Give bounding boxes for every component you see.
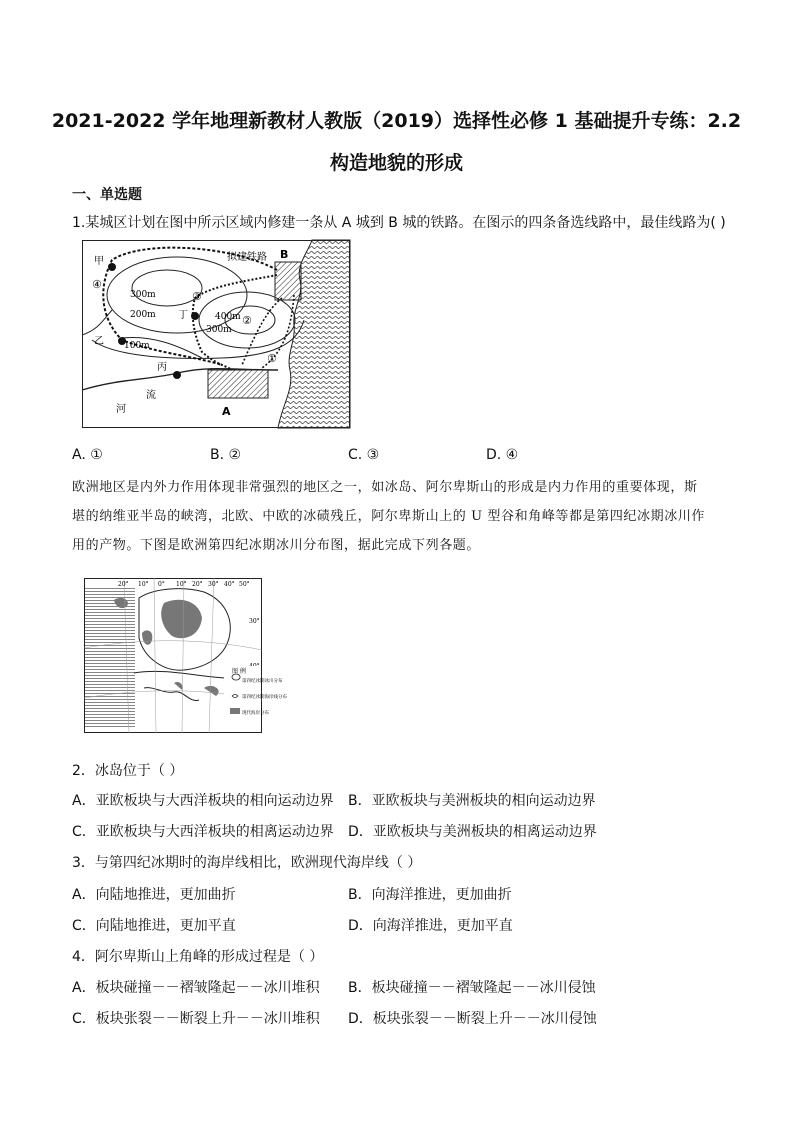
q3-stem: 3．与第四纪冰期时的海岸线相比，欧洲现代海岸线（ ） [72,855,422,871]
legend-title: 图 例 [232,668,246,675]
q4-option-c[interactable]: C．板块张裂－－断裂上升－－冰川堆积 [72,1011,320,1027]
point-bing [173,371,181,379]
point-ding [191,312,199,320]
lon-label: 10° [138,581,149,588]
label-b: B [280,248,289,261]
q4-option-b[interactable]: B．板块碰撞－－褶皱隆起－－冰川侵蚀 [348,980,596,996]
q4-option-d[interactable]: D．板块张裂－－断裂上升－－冰川侵蚀 [348,1011,597,1027]
label-r2: ② [242,314,252,327]
legend-icon-modern [230,708,240,714]
passage-line3: 用的产物。下图是欧洲第四纪冰期冰川分布图，据此完成下列各题。 [72,538,481,553]
label-river: 河 [116,404,126,415]
label-ding: 丁 [178,310,188,321]
legend-glacier: 第四纪冰期冰川分布 [242,679,283,684]
q1-railway-map [82,240,350,428]
city-a [208,370,268,398]
label-bing: 丙 [157,362,167,373]
lon-label: 10° [176,581,187,588]
document-title-line1: 2021-2022 学年地理新教材人教版（2019）选择性必修 1 基础提升专练：2.2 [51,110,742,132]
label-c200: 200m [130,310,156,320]
q2-option-b[interactable]: B．亚欧板块与美洲板块的相向运动边界 [348,793,596,809]
lon-label: 50° [239,581,250,588]
q1-stem: 1.某城区计划在图中所示区域内修建一条从 A 城到 B 城的铁路。在图示的四条备选线路中，最佳线路为( ) [72,215,726,231]
lon-label: 30° [208,581,219,588]
q1-option-a[interactable]: A. ① [72,447,103,463]
point-jia [108,263,116,271]
city-b [275,262,301,300]
q2-option-c[interactable]: C．亚欧板块与大西洋板块的相离运动边界 [72,824,334,840]
label-r4: ④ [92,278,102,291]
passage-line2: 堪的纳维亚半岛的峡湾，北欧、中欧的冰碛残丘，阿尔卑斯山上的 U 型谷和角峰等都是第四纪冰期冰川作 [72,509,706,524]
q3-option-a[interactable]: A．向陆地推进，更加曲折 [72,887,236,903]
label-a: A [222,405,231,418]
label-r1: ① [267,352,277,365]
lon-label: 20° [118,581,129,588]
label-c300b: 300m [206,325,232,335]
lon-label: 20° [192,581,203,588]
legend-modern: 现代海岸分布 [242,711,269,716]
europe-glacier-map [84,578,287,733]
q1-option-c[interactable]: C. ③ [348,447,380,463]
label-c300a: 300m [130,290,156,300]
label-rail: 拟建铁路 [227,252,267,263]
q1-option-b[interactable]: B. ② [210,447,242,463]
ocean-west [85,588,135,728]
passage [72,473,722,560]
q2-option-d[interactable]: D．亚欧板块与美洲板块的相离运动边界 [348,824,597,840]
lon-label: 40° [224,581,235,588]
passage-line1: 欧洲地区是内外力作用体现非常强烈的地区之一，如冰岛、阿尔卑斯山的形成是内力作用的重要体现，斯 [72,480,698,495]
label-river2: 流 [146,390,156,401]
q4-option-a[interactable]: A．板块碰撞－－褶皱隆起－－冰川堆积 [72,980,320,996]
q3-option-d[interactable]: D．向海洋推进，更加平直 [348,918,513,934]
q2-stem: 2．冰岛位于（ ） [72,763,184,779]
q1-options [72,447,672,467]
label-yi: 乙 [94,336,104,347]
label-r3: ③ [192,290,202,303]
q3-option-c[interactable]: C．向陆地推进，更加平直 [72,918,236,934]
q2-option-a[interactable]: A．亚欧板块与大西洋板块的相向运动边界 [72,793,334,809]
lat-label: 30° [249,618,260,625]
section-heading: 一、单选题 [72,187,142,203]
legend-coast: 第四纪冰期海岸线分布 [242,695,287,700]
lon-label: 0° [158,581,165,588]
document-title-line2: 构造地貌的形成 [329,152,463,174]
q1-option-d[interactable]: D. ④ [486,447,519,463]
q3-option-b[interactable]: B．向海洋推进，更加曲折 [348,887,512,903]
label-jia: 甲 [94,256,104,267]
q4-stem: 4．阿尔卑斯山上角峰的形成过程是（ ） [72,949,324,965]
label-c400: 400m [215,312,241,322]
label-c100: 100m [124,341,150,351]
